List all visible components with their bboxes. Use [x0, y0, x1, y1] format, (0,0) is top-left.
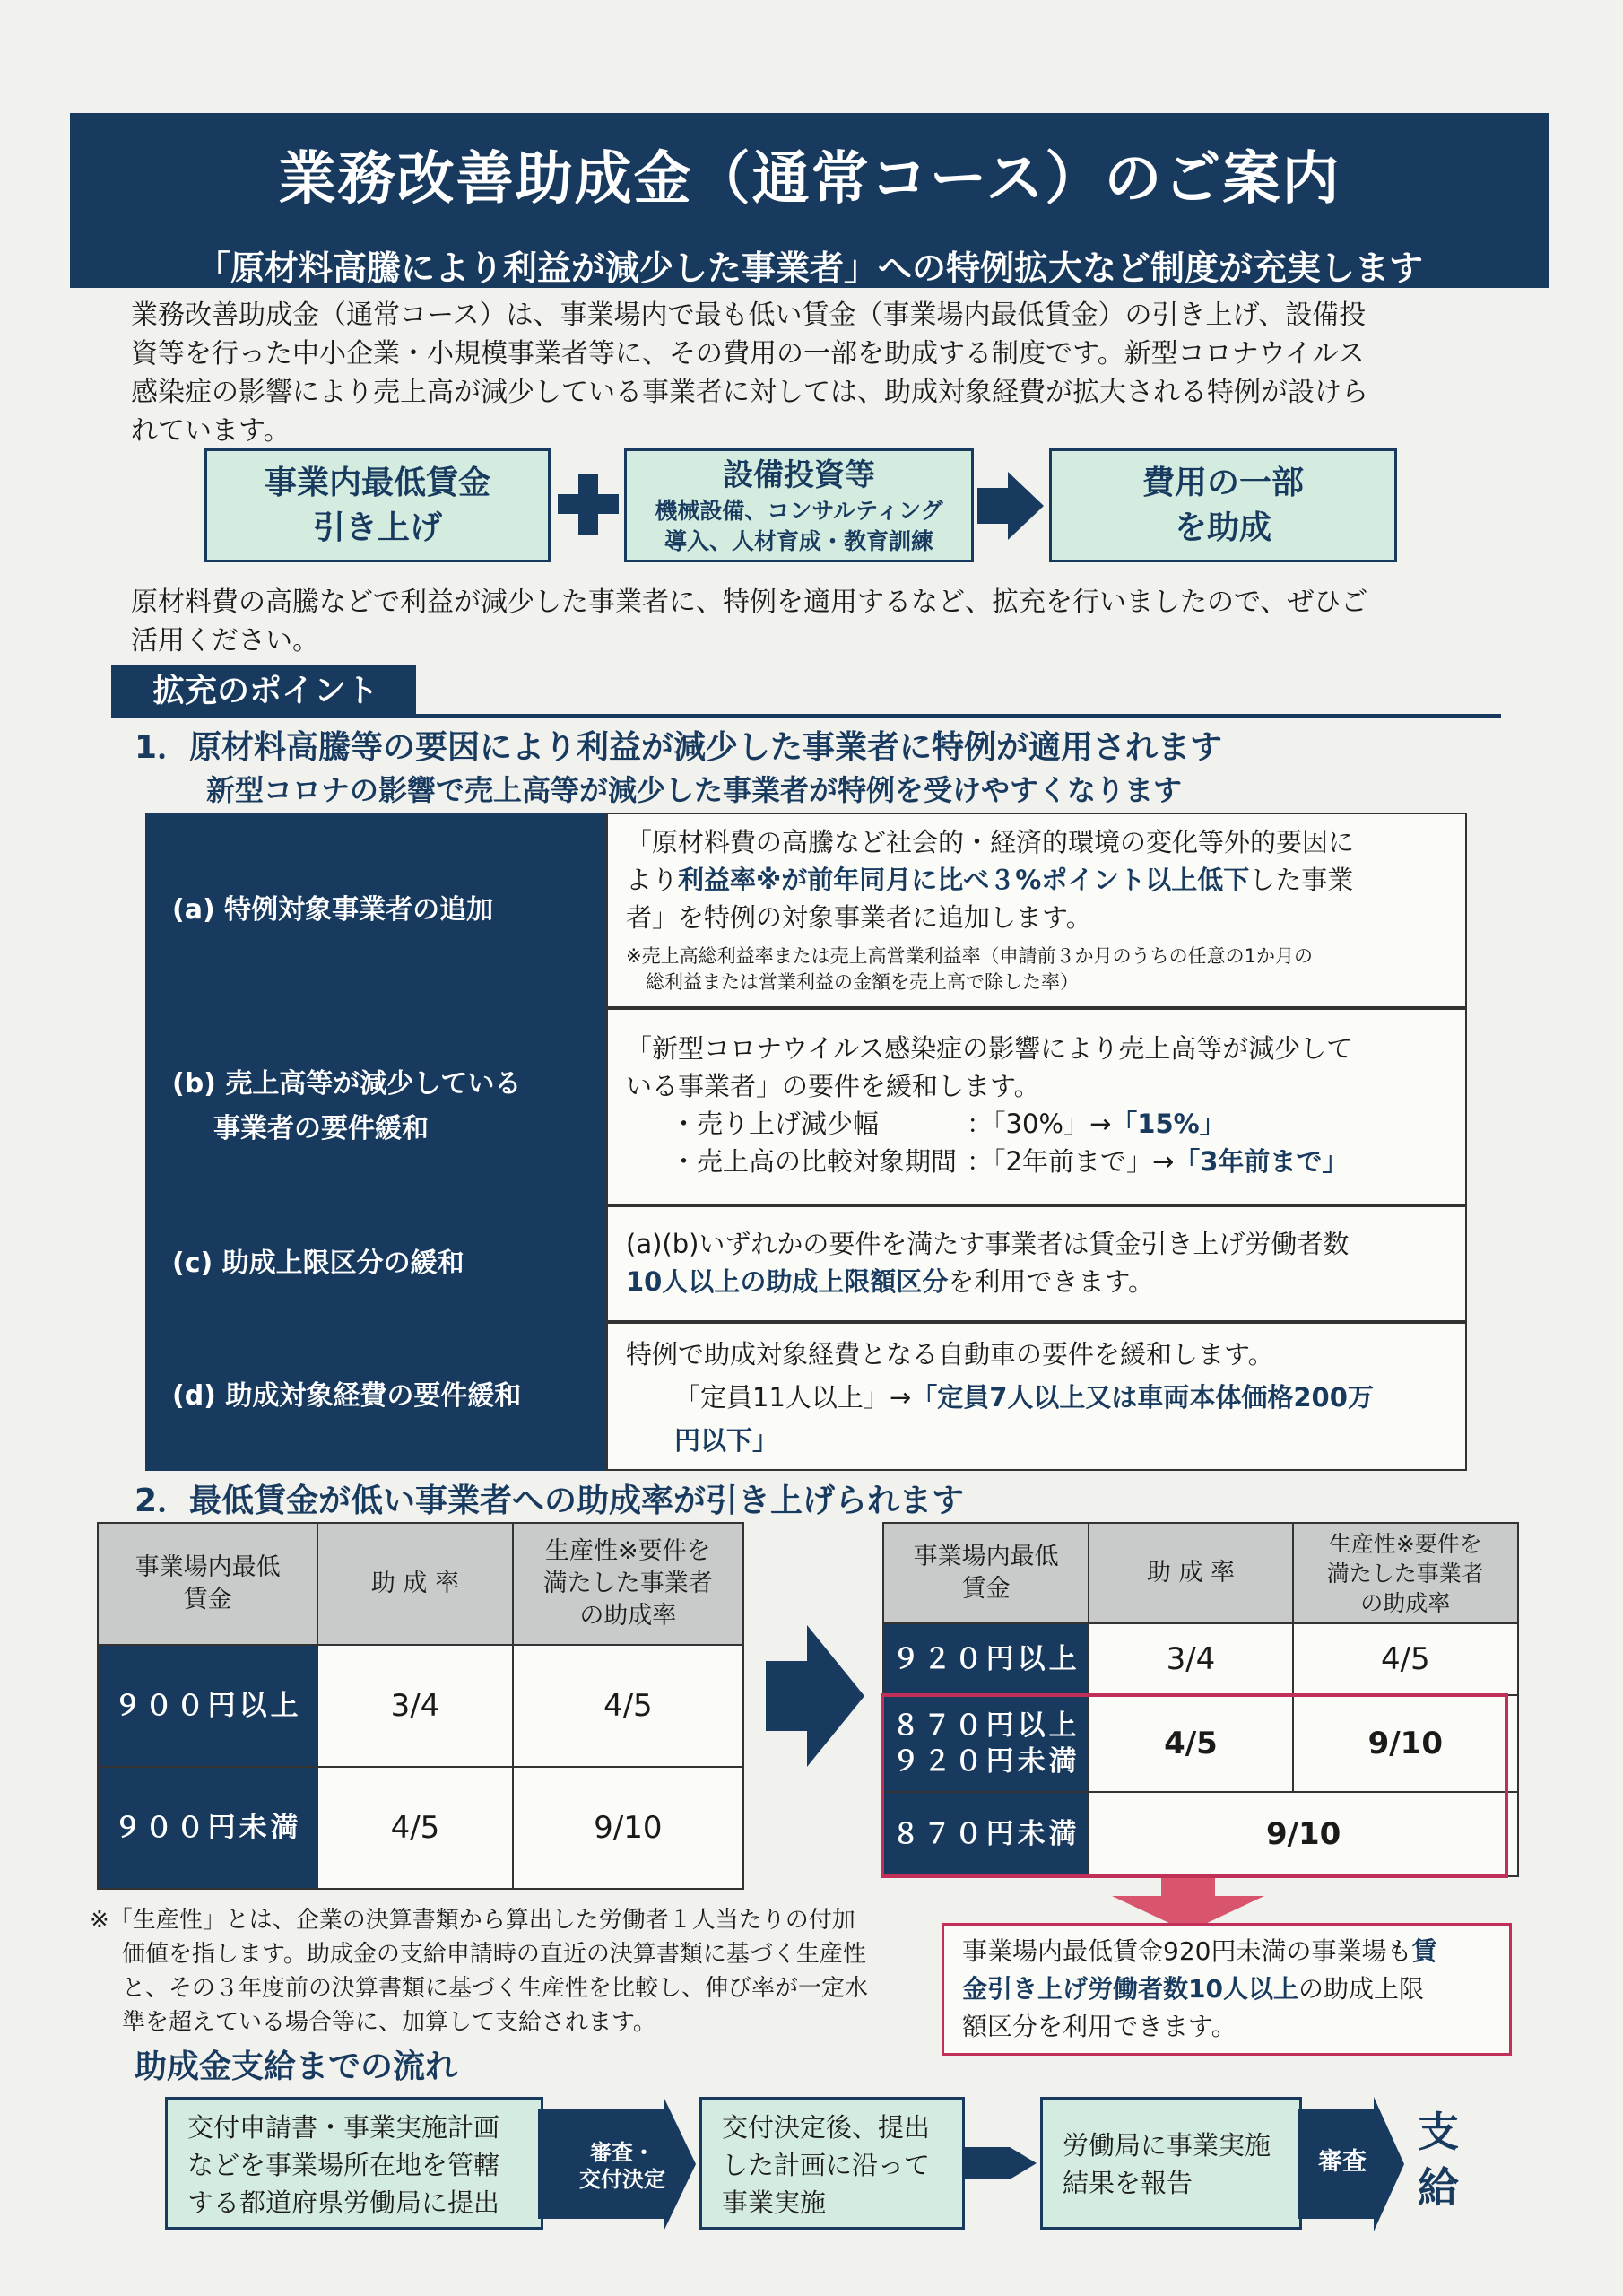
body-line [626, 1263, 1447, 1300]
label-text: (c) 助成上限区分の緩和 [172, 1248, 464, 1279]
row-b-body [606, 1008, 1467, 1205]
flow-text: 交付決定後、提出 [722, 2112, 931, 2143]
body-line: 者」を特例の対象事業者に追加します。 [626, 902, 1092, 933]
body-line: (a)(b)いずれかの要件を満たす事業者は賃金引き上げ労働者数 [626, 1229, 1350, 1259]
section-divider [111, 714, 1501, 718]
flow-text: 労働局に事業実施 [1063, 2130, 1271, 2161]
scheme-box-investment [624, 448, 974, 562]
table-cell-wage: ８７０円未満 [883, 1792, 1089, 1876]
callout-emphasis: 金引き上げ労働者数10人以上 [962, 1974, 1298, 2004]
row-c-label [145, 1205, 606, 1322]
arrow-right-icon [766, 1625, 866, 1767]
flow-text: 事業実施 [722, 2187, 827, 2218]
header-banner [70, 113, 1549, 288]
callout-emphasis: 賃 [1411, 1936, 1437, 1966]
intro-line: 業務改善助成金（通常コース）は、事業場内で最も低い賃金（事業場内最低賃金）の引き上げ、設備投 [131, 300, 1367, 331]
body-text: より [626, 865, 679, 895]
row-c-body [606, 1205, 1467, 1322]
table-cell-rate: 9/10 [1293, 1695, 1518, 1792]
body-emphasis: 10人以上の助成上限額区分 [626, 1266, 949, 1297]
label-text: (d) 助成対象経費の要件緩和 [172, 1380, 522, 1412]
scheme-text: 引き上げ [312, 509, 442, 546]
body-text: を利用できます。 [948, 1266, 1155, 1297]
label-text: 事業者の要件緩和 [213, 1113, 429, 1144]
callout-text: 事業場内最低賃金920円未満の事業場も [962, 1936, 1412, 1966]
body-line: 「新型コロナウイルス感染症の影響により売上高等が減少して [626, 1033, 1353, 1064]
productivity-note [90, 1903, 915, 2039]
table-cell-rate: 4/5 [1293, 1623, 1518, 1695]
flow-step-implement [699, 2097, 965, 2230]
body-line: 「原材料費の高騰など社会的・経済的環境の変化等外的要因に [626, 827, 1355, 857]
table-cell-rate: 9/10 [513, 1767, 743, 1889]
table-header: 生産性※要件を 満たした事業者 の助成率 [1293, 1523, 1518, 1623]
intro-text [131, 296, 1530, 450]
body-line [626, 861, 1447, 899]
table-cell-wage: ８７０円以上 ９２０円未満 [883, 1695, 1089, 1792]
body-line [626, 1376, 1447, 1419]
table-cell-rate: 9/10 [1089, 1792, 1518, 1876]
flow-title: 助成金支給までの流れ [135, 2048, 458, 2085]
flow-final-payment [1411, 2104, 1465, 2215]
flow-arrow-label [560, 2139, 685, 2193]
footnote: 総利益または営業利益の金額を売上高で除した率） [646, 971, 1079, 993]
final-char: 支 [1418, 2108, 1459, 2156]
body-text: 「定員11人以上」→ [674, 1382, 912, 1413]
table-cell-wage: ９２０円以上 [883, 1623, 1089, 1695]
table-header: 生産性※要件を 満たした事業者 の助成率 [513, 1523, 743, 1645]
flow-text: などを事業場所在地を管轄 [187, 2150, 500, 2180]
scheme-text: 費用の一部 [1141, 464, 1304, 501]
scheme-text: 機械設備、コンサルティング [655, 497, 943, 524]
table-header: 事業場内最低 賃金 [883, 1523, 1089, 1623]
body-text: ：「30%」→ [967, 1109, 1112, 1139]
intro-line: 資等を行った中小企業・小規模事業者等に、その費用の一部を助成する制度です。新型コロナウイルス [131, 338, 1365, 370]
note-line: と、その３年度前の決算書類に基づく生産性を比較し、伸び率が一定水 [122, 1975, 869, 2002]
body-line [626, 1105, 1447, 1143]
body-text: ・売上高の比較対象期間 [671, 1146, 958, 1177]
callout-line [962, 1970, 1509, 2008]
arrow-text: 交付決定 [579, 2167, 665, 2192]
table-header: 事業場内最低 賃金 [98, 1523, 317, 1645]
section1-subtitle: 新型コロナの影響で売上高等が減少した事業者が特例を受けやすくなります [206, 773, 1183, 807]
body-text: ：「2年前まで」→ [967, 1146, 1175, 1177]
body-emphasis: 「3年前まで」 [1174, 1146, 1349, 1177]
intro-line: れています。 [131, 415, 291, 447]
arrow-right-icon [977, 472, 1046, 540]
scheme-box-wage [204, 448, 551, 562]
section2-title: 2．最低賃金が低い事業者への助成率が引き上げられます [135, 1483, 965, 1519]
label-text: (a) 特例対象事業者の追加 [172, 894, 494, 926]
note-line: 価値を指します。助成金の支給申請時の直近の決算書類に基づく生産性 [122, 1941, 866, 1968]
note-line: 原材料費の高騰などで利益が減少した事業者に、特例を適用するなど、拡充を行いましたので、ぜひご [131, 587, 1368, 618]
row-b-label [145, 1008, 606, 1205]
body-emphasis: 「定員7人以上又は車両本体価格200万 [911, 1382, 1374, 1413]
callout-line [962, 1933, 1509, 1970]
scheme-box-subsidy [1049, 448, 1397, 562]
table-cell-wage: ９００円以上 [98, 1645, 317, 1767]
note-text [131, 583, 1530, 660]
row-a-body [606, 813, 1467, 1008]
note-line: ※「生産性」とは、企業の決算書類から算出した労働者１人当たりの付加 [90, 1907, 855, 1934]
section1-title: 1．原材料高騰等の要因により利益が減少した事業者に特例が適用されます [135, 729, 1223, 766]
table-cell-wage: ９００円未満 [98, 1767, 317, 1889]
body-line: いる事業者」の要件を緩和します。 [626, 1071, 1040, 1101]
flow-text: 結果を報告 [1063, 2168, 1193, 2198]
flow-text: 交付申請書・事業実施計画 [187, 2112, 500, 2143]
row-d-label [145, 1322, 606, 1471]
intro-line: 感染症の影響により売上高が減少している事業者に対しては、助成対象経費が拡大される特例が設けら [131, 377, 1368, 408]
scheme-text: を助成 [1174, 509, 1271, 546]
table-cell-rate: 4/5 [1089, 1695, 1292, 1792]
highlight-frame [881, 1693, 1508, 1878]
flow-text: する都道府県労働局に提出 [187, 2187, 500, 2218]
table-header: 助 成 率 [1089, 1523, 1292, 1623]
body-emphasis: 利益率※が前年同月に比べ３%ポイント以上低下 [678, 865, 1250, 895]
note-line: 活用ください。 [131, 625, 319, 657]
body-line [626, 1143, 1447, 1180]
callout-text: の助成上限 [1298, 1974, 1424, 2004]
flow-arrow-label: 審査 [1318, 2148, 1367, 2176]
body-text: した事業 [1249, 865, 1354, 895]
callout-box [942, 1923, 1512, 2056]
arrow-text: 審査・ [590, 2140, 655, 2165]
flow-step-apply [165, 2097, 543, 2230]
body-text: ・売り上げ減少幅 [671, 1109, 880, 1139]
flow-text: した計画に沿って [722, 2150, 931, 2180]
scheme-text: 設備投資等 [723, 457, 875, 493]
note-line: 準を超えている場合等に、加算して支給されます。 [122, 2009, 656, 2036]
row-d-body [606, 1322, 1467, 1471]
row-a-label [145, 813, 606, 1008]
page-subtitle: 「原材料高騰により利益が減少した事業者」への特例拡大など制度が充実します [195, 248, 1423, 288]
table-cell-rate: 3/4 [1089, 1623, 1292, 1695]
callout-line: 額区分を利用できます。 [962, 2012, 1237, 2041]
table-cell-rate: 4/5 [317, 1767, 512, 1889]
body-emphasis: 円以下」 [674, 1425, 779, 1456]
footnote: ※売上高総利益率または売上高営業利益率（申請前３か月のうちの任意の1か月の [626, 945, 1313, 967]
label-text: (b) 売上高等が減少している [172, 1068, 522, 1100]
table-header: 助 成 率 [317, 1523, 512, 1645]
table-cell-rate: 3/4 [317, 1645, 512, 1767]
flow-arrow-right-icon [965, 2147, 1037, 2179]
body-emphasis: 「15%」 [1111, 1109, 1226, 1139]
flow-step-report [1040, 2097, 1302, 2230]
section-heading-points: 拡充のポイント [111, 665, 416, 718]
page-title: 業務改善助成金（通常コース）のご案内 [278, 146, 1341, 213]
table-cell-rate: 4/5 [513, 1645, 743, 1767]
scheme-text: 導入、人材育成・教育訓練 [664, 527, 933, 554]
final-char: 給 [1418, 2163, 1459, 2212]
body-line: 特例で助成対象経費となる自動車の要件を緩和します。 [626, 1339, 1274, 1370]
plus-icon-vertical [578, 474, 598, 535]
scheme-text: 事業内最低賃金 [264, 464, 490, 501]
old-rate-table [97, 1522, 744, 1890]
